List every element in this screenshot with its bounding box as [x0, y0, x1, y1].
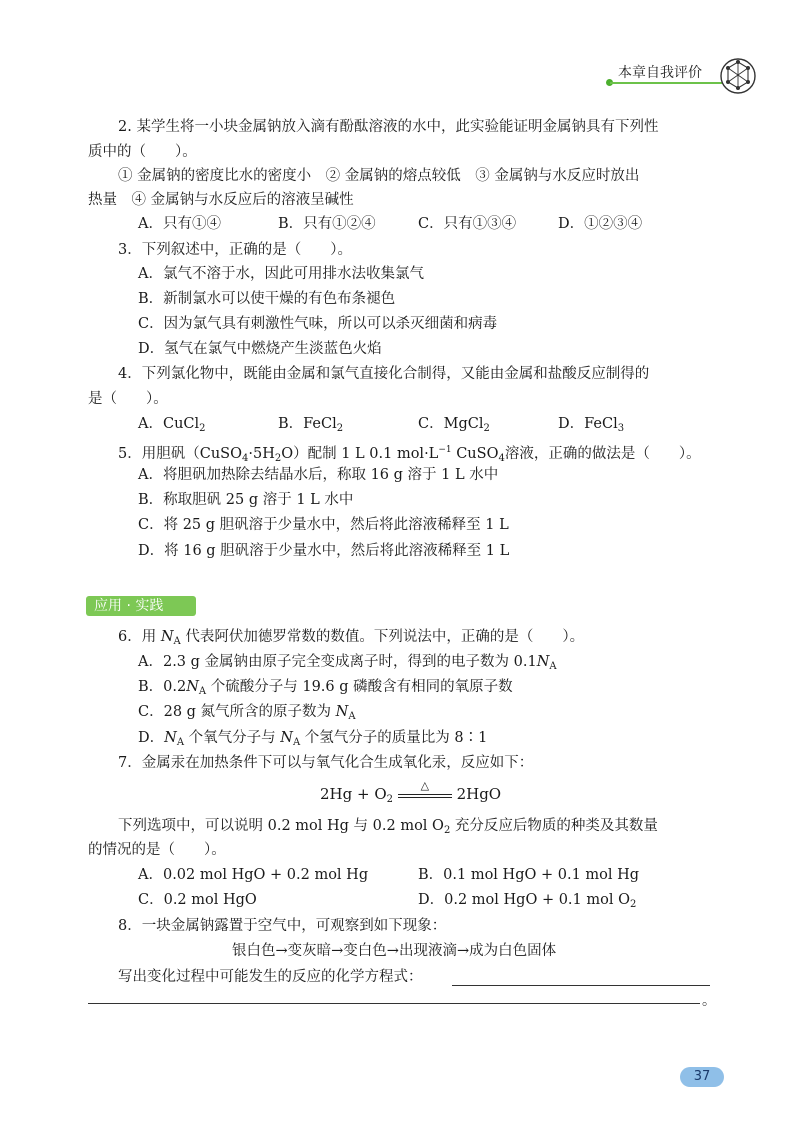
- q2-line1: 2. 某学生将一小块金属钠放入滴有酚酞溶液的水中，此实验能证明金属钠具有下列性: [118, 119, 659, 135]
- q4-line1: 4．下列氯化物中，既能由金属和氯气直接化合制得，又能由金属和盐酸反应制得的: [118, 366, 650, 382]
- section-tag-application-practice: 应用 · 实践: [86, 596, 196, 616]
- q6-option-d: D．$N_A$ 个氧气分子与 $N_A$ 个氢气分子的质量比为 8∶1: [138, 730, 488, 748]
- q2-option-d: D．①②③④: [558, 216, 643, 232]
- q5-stem: 5．用胆矾$(CuSO_4\cdot 5H_2O)$配制 1 L 0.1 $mol\cdot L^{-1}$ CuSO$_4$溶液，正确的做法是（ ）。: [118, 445, 701, 464]
- q7-line2: 下列选项中，可以说明 0.2 mol Hg 与 0.2 mol $O_2$ 充分反应后物质的种类及其数量: [118, 818, 658, 836]
- q4-option-d: D．FeCl$_3$: [558, 416, 625, 434]
- q7-line3: 的情况的是（ ）。: [88, 842, 226, 858]
- q3-stem: 3．下列叙述中，正确的是（ ）。: [118, 242, 352, 258]
- chapter-header-title: 本章自我评价: [618, 65, 702, 81]
- q6-stem: 6．用 $N_A$ 代表阿伏加德罗常数的数值。下列说法中，正确的是（ ）。: [118, 629, 585, 647]
- answer-blank-1[interactable]: [452, 985, 710, 986]
- header-underline: [610, 82, 722, 84]
- q7-option-b: B．0.1 mol HgO + 0.1 mol Hg: [418, 867, 640, 883]
- q5-option-d: D．将 16 g 胆矾溶于少量水中，然后将此溶液稀释至 1 L: [138, 543, 510, 559]
- q8-end-mark: 。: [702, 993, 716, 1009]
- q3-option-d: D．氢气在氯气中燃烧产生淡蓝色火焰: [138, 341, 382, 357]
- q3-option-c: C．因为氯气具有刺激性气味，所以可以杀灭细菌和病毒: [138, 316, 498, 332]
- q7-equation: $2Hg + O_2$ △ 2HgO: [320, 779, 502, 805]
- page-number: 37: [680, 1067, 724, 1087]
- q5-option-a: A．将胆矾加热除去结晶水后，称取 16 g 溶于 1 L 水中: [138, 467, 499, 483]
- q4-option-b: B．FeCl$_2$: [278, 416, 344, 434]
- answer-blank-2[interactable]: [88, 1003, 700, 1004]
- q3-option-b: B．新制氯水可以使干燥的有色布条褪色: [138, 291, 396, 307]
- heat-condition-arrow: △: [398, 785, 452, 805]
- q5-option-c: C．将 25 g 胆矾溶于少量水中，然后将此溶液稀释至 1 L: [138, 517, 509, 533]
- q7-option-c: C．0.2 mol HgO: [138, 892, 257, 908]
- q2-option-b: B．只有①②④: [278, 216, 376, 232]
- q4-option-a: A．CuCl$_2$: [138, 416, 206, 434]
- q7-option-d: D．0.2 mol HgO + 0.1 mol $O_2$: [418, 892, 637, 910]
- q4-line2: 是（ ）。: [88, 391, 168, 407]
- q2-line2: 质中的（ ）。: [88, 144, 197, 160]
- q8-line2: 写出变化过程中可能发生的反应的化学方程式：: [118, 969, 423, 985]
- q2-line4: 热量 ④ 金属钠与水反应后的溶液呈碱性: [88, 192, 354, 208]
- q7-option-a: A．0.02 mol HgO + 0.2 mol Hg: [138, 867, 369, 883]
- q6-option-a: A．2.3 g 金属钠由原子完全变成离子时，得到的电子数为 $0.1N_A$: [138, 654, 557, 672]
- molecule-ball-icon: [718, 56, 758, 96]
- q6-option-b: B．$0.2N_A$ 个硫酸分子与 19.6 g 磷酸含有相同的氧原子数: [138, 679, 513, 697]
- q6-option-c: C．28 g 氮气所含的原子数为 $N_A$: [138, 704, 356, 722]
- q7-line1: 7．金属汞在加热条件下可以与氧气化合生成氧化汞，反应如下：: [118, 755, 534, 771]
- q2-option-a: A．只有①④: [138, 216, 221, 232]
- q2-option-c: C．只有①③④: [418, 216, 517, 232]
- q8-line1: 8．一块金属钠露置于空气中，可观察到如下现象：: [118, 918, 447, 934]
- q5-option-b: B．称取胆矾 25 g 溶于 1 L 水中: [138, 492, 354, 508]
- q3-option-a: A．氯气不溶于水，因此可用排水法收集氯气: [138, 266, 424, 282]
- q2-line3: ① 金属钠的密度比水的密度小 ② 金属钠的熔点较低 ③ 金属钠与水反应时放出: [118, 168, 640, 184]
- q4-option-c: C．MgCl$_2$: [418, 416, 490, 434]
- q8-sequence: 银白色→变灰暗→变白色→出现液滴→成为白色固体: [232, 943, 557, 959]
